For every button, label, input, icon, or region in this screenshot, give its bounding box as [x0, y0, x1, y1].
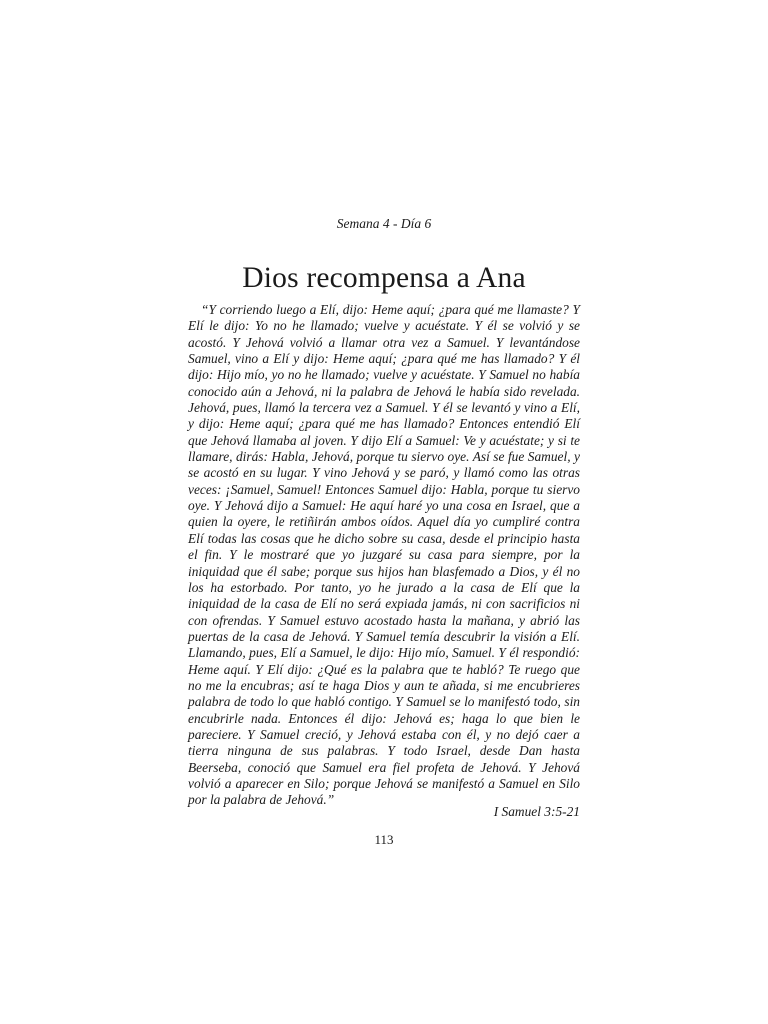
scripture-passage: “Y corriendo luego a Elí, dijo: Heme aquí; ¿para qué me llamaste? Y Elí le dijo: Yo no he llamado; vuelve y acuéstate. Y él se volvió y se acostó. Y Jehová volvió a llamar otra vez a Samuel. Y levantándose Samuel, vino a Elí y dijo: Heme aquí; ¿para qué me has llamado? Y él dijo: Hijo mío, yo no he llamado; vuelve y acuéstate. Y Samuel no había conocido aún a Jehová, ni la palabra de Jehová le había sido revelada. Jehová, pues, llamó la tercera vez a Samuel. Y él se levantó y vino a Elí, y dijo: Heme aquí; ¿para qué me has llamado? Entonces entendió Elí que Jehová llamaba al joven. Y dijo Elí a Samuel: Ve y acuéstate; y si te llamare, dirás: Habla, Jehová, porque tu siervo oye. Así se fue Samuel, y se acostó en su lugar. Y vino Jehová y se paró, y llamó como las otras veces: ¡Samuel, Samuel! Entonces Samuel dijo: Habla, porque tu siervo oye. Y Jehová dijo a Samuel: He aquí haré yo una cosa en Israel, que a quien la oyere, le retiñirán ambos oídos. Aquel día yo cumpliré contra Elí todas las cosas que he dicho sobre su casa, desde el principio hasta el fin. Y le mostraré que yo juzgaré su casa para siempre, por la iniquidad que él sabe; porque sus hijos han blasfemado a Dios, y él no los ha estorbado. Por tanto, yo he jurado a la casa de Elí que la iniquidad de la casa de Elí no será expiada jamás, ni con sacrificios ni con ofrendas. Y Samuel estuvo acostado hasta la mañana, y abrió las puertas de la casa de Jehová. Y Samuel temía descubrir la visión a Elí. Llamando, pues, Elí a Samuel, le dijo: Hijo mío, Samuel. Y él respondió: Heme aquí. Y Elí dijo: ¿Qué es la palabra que te habló? Te ruego que no me la encubras; así te haga Dios y aun te añada, si me encubrieres palabra de todo lo que habló contigo. Y Samuel se lo manifestó todo, sin encubrirle nada. Entonces él dijo: Jehová es; haga lo que bien le pareciere. Y Samuel creció, y Jehová estaba con él, y no dejó caer a tierra ninguna de sus palabras. Y todo Israel, desde Dan hasta Beerseba, conoció que Samuel era fiel profeta de Jehová. Y Jehová volvió a aparecer en Silo; porque Jehová se manifestó a Samuel en Silo por la palabra de Jehová.”: [188, 302, 580, 808]
page-number: 113: [374, 832, 394, 847]
scripture-citation: I Samuel 3:5-21: [493, 804, 580, 819]
week-day-subtitle: Semana 4 - Día 6: [336, 216, 432, 231]
book-page: [188, 0, 580, 1024]
page-title: Dios recompensa a Ana: [242, 262, 526, 294]
